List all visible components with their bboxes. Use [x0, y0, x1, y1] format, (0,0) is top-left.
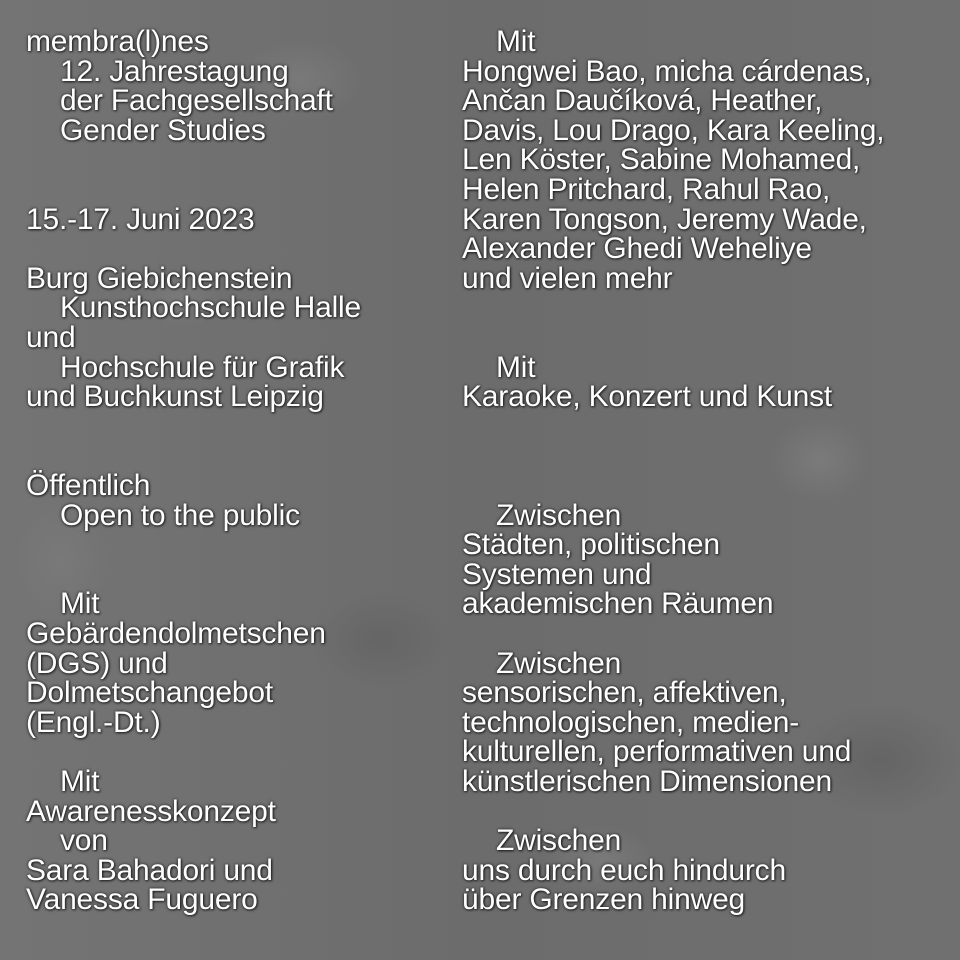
- left-text-line: 12. Jahrestagung: [60, 54, 289, 88]
- right-text-line: Karen Tongson, Jeremy Wade,: [462, 202, 867, 236]
- left-text-line: (Engl.-Dt.): [26, 705, 161, 739]
- right-text-line: künstlerischen Dimensionen: [462, 765, 832, 798]
- left-text-line: Burg Giebichenstein: [26, 261, 293, 295]
- right-text-line: Alexander Ghedi Weheliye: [462, 232, 812, 266]
- left-text-line: Mit: [60, 765, 100, 798]
- left-text-line: Gebärdendolmetschen: [26, 617, 326, 650]
- left-text-line: und: [26, 321, 76, 354]
- left-text-line: Dolmetschangebot: [26, 676, 273, 710]
- right-text-line: Mit: [496, 25, 536, 58]
- left-text-line: Hochschule für Grafik: [60, 350, 345, 384]
- left-text-line: Sara Bahadori und: [26, 853, 273, 887]
- right-text-line: Len Köster, Sabine Mohamed,: [462, 143, 861, 177]
- left-text-line: von: [60, 824, 108, 858]
- right-text-line: und vielen mehr: [462, 261, 673, 295]
- right-text-line: uns durch euch hindurch: [462, 853, 786, 887]
- left-text-line: Kunsthochschule Halle: [60, 291, 361, 325]
- right-text-line: kulturellen, performativen und: [462, 735, 852, 769]
- right-text-line: Helen Pritchard, Rahul Rao,: [462, 173, 831, 206]
- left-text-line: und Buchkunst Leipzig: [26, 380, 324, 414]
- left-text-line: der Fachgesellschaft: [60, 84, 333, 118]
- right-text-line: akademischen Räumen: [462, 587, 774, 621]
- right-text-line: Zwischen: [496, 498, 622, 532]
- right-text-line: Zwischen: [496, 646, 622, 680]
- left-text-line: Vanessa Fuguero: [26, 883, 258, 917]
- left-text-line: Open to the public: [60, 498, 300, 532]
- right-text-line: Mit: [496, 350, 536, 384]
- left-text-line: Öffentlich: [26, 469, 151, 502]
- left-text-line: Awarenesskonzept: [26, 794, 276, 828]
- right-text-line: Städten, politischen: [462, 528, 720, 562]
- right-text-line: Ančan Daučíková, Heather,: [462, 84, 823, 118]
- right-text-line: sensorischen, affektiven,: [462, 676, 787, 710]
- right-text-line: Zwischen: [496, 824, 622, 858]
- left-text-line: Gender Studies: [60, 113, 266, 147]
- right-text-line: Hongwei Bao, micha cárdenas,: [462, 54, 872, 88]
- right-text-line: Karaoke, Konzert und Kunst: [462, 380, 833, 414]
- right-text-line: technologischen, medien-: [462, 705, 800, 739]
- left-text-line: (DGS) und: [26, 646, 168, 680]
- right-text-line: Davis, Lou Drago, Kara Keeling,: [462, 113, 885, 147]
- left-text-line: membra(l)nes: [26, 25, 209, 58]
- right-text-line: über Grenzen hinweg: [462, 883, 746, 917]
- left-text-line: Mit: [60, 587, 100, 621]
- left-text-line: 15.-17. Juni 2023: [26, 202, 255, 236]
- right-text-line: Systemen und: [462, 557, 652, 591]
